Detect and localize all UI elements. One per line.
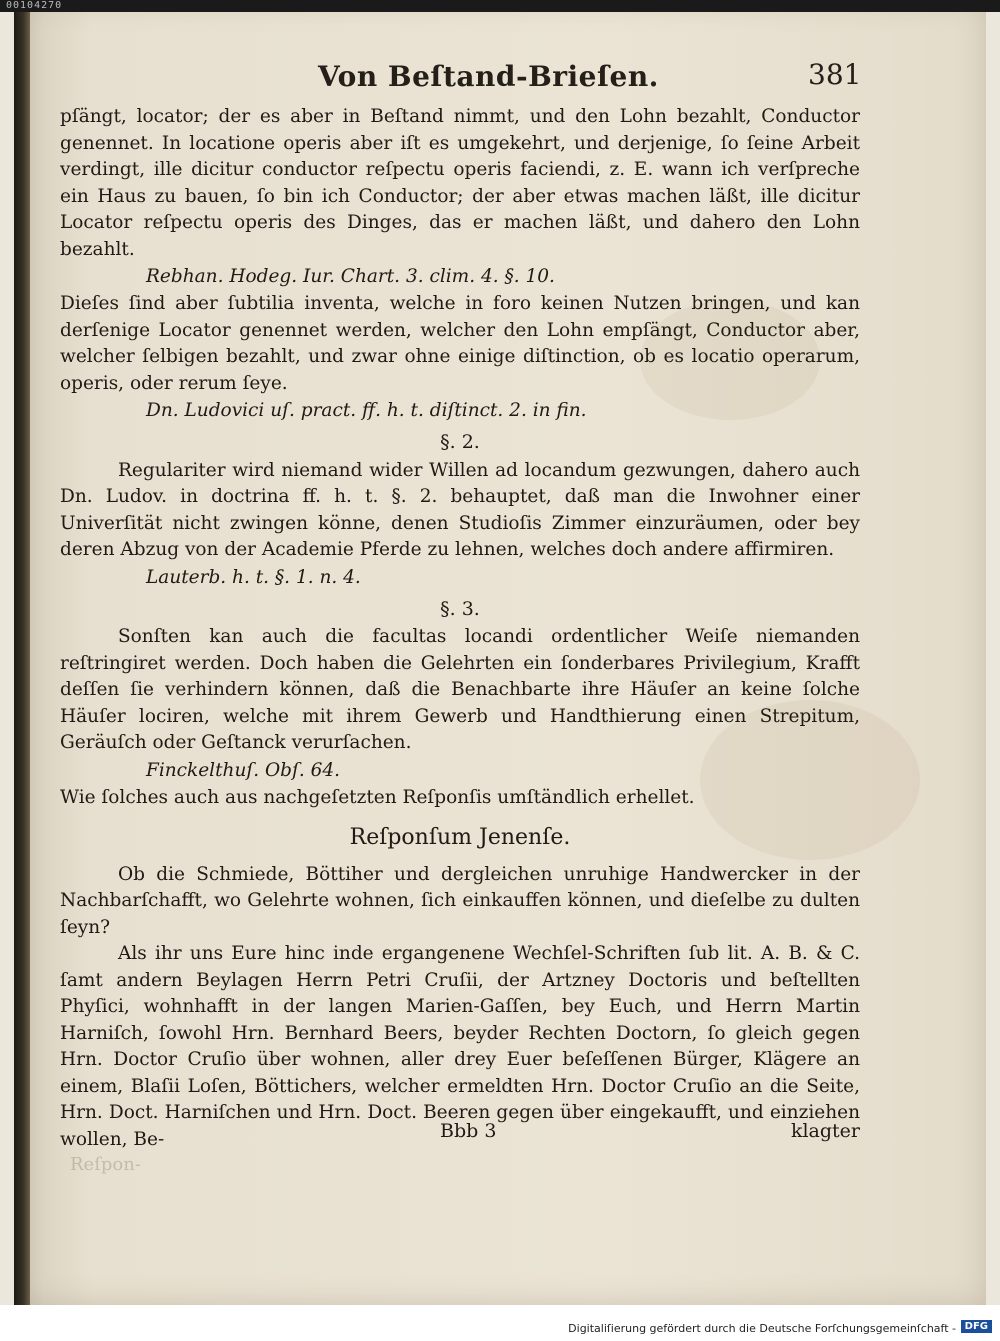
page-number: 381 [808,58,862,91]
digitization-credit-bar [0,1305,1000,1341]
running-title: Von Beſtand-Brieſen. [318,60,659,93]
section-heading: §. 2. [440,431,480,453]
book-spine [14,0,30,1305]
paragraph: Regulariter wird niemand wider Willen ad locandum gezwungen, dahero auch Dn. Ludov. in doctrina ff. h. t. §. 2. behauptet, daß man die Inwohner einer Univerſität nicht zwingen könne, denen Studioſis Zimmer einzuräumen, oder bey deren Abzug von der Academie Pferde zu lehnen, welches doch andere affirmiren. [60,459,860,560]
paragraph: pſängt, locator; der es aber in Beſtand nimmt, und den Lohn bezahlt, Conductor genennet. In locatione operis aber iſt es umgekehrt, und derjenige, ſo ſeine Arbeit verdingt, ille dicitur conductor reſpectu operis faciendi, z. E. wann ich verſpreche ein Haus zu bauen, ſo bin ich Conductor; der aber etwas machen läßt, ille dicitur Locator reſpectu operis des Dinges, das er machen läßt, und dahero den Lohn bezahlt. [60,106,860,260]
responsum-heading: Reſponſum Jenenſe. [349,825,571,850]
signature-mark: Bbb 3 [440,1120,497,1142]
citation: Finckelthuſ. Obſ. 64. [146,759,341,781]
page-footer [60,1120,860,1148]
catchword: klagter [790,1120,860,1142]
dfg-credit-text: Digitaliſierung gefördert durch die Deutsche Forſchungsgemeinſchaft - [568,1322,956,1335]
citation: Dn. Ludovici uſ. pract. ff. h. t. diſtinct. 2. in fin. [146,400,587,421]
section-heading: §. 3. [440,597,480,620]
paragraph: Als ihr uns Eure hinc inde ergangenene Wechſel-Schriften ſub lit. A. B. & C. ſamt andern Beylagen Herrn Petri Cruſii, der Artzney Doctoris und beſtellten Phyſici, wohnhafft in der langen Marien-Gaſſen, bey Euch, und Herrn Martin Harniſch, ſowohl Hrn. Bernhard Beers, beyder Rechten Doctorn, ſo gleich gegen Hrn. Doctor Cruſio über wohnen, aller drey Euer beſeſſenen Bürger, Klägere an einem, Blaſii Loſen, Böttichers, welcher ermeldten Hrn. Doctor Cruſio an die Seite, Hrn. Doct. Harniſchen und Hrn. Doct. Beeren gegen über eingekaufft, und einziehen wollen, Be- [60,943,860,1150]
paragraph: Sonſten kan auch die facultas locandi ordentlicher Weiſe niemanden reſtringiret werden. Doch haben die Gelehrten ein ſonderbares Privilegium, Krafft deſſen ſie verhindern können, daß die Benachbarte ihre Häuſer an keine ſolche Häuſer lociren, welche mit ihrem Gewerb und Handthierung einen Strepitum, Geräuſch oder Geſtanck verurſachen. [60,626,860,753]
page-header [0,56,1000,96]
citation: Rebhan. Hodeg. Iur. Chart. 3. clim. 4. §. 10. [146,266,555,287]
paragraph: Ob die Schmiede, Böttiher und dergleichen unruhige Handwercker in der Nachbarſchafft, wo Gelehrte wohnen, ſich einkauffen können, und dieſelbe zu dulten ſeyn? [60,863,860,938]
paragraph: Dieſes ſind aber ſubtilia inventa, welche in foro keinen Nutzen bringen, und kan derſenige Locator genennet werden, welcher den Lohn empſängt, Conductor aber, welcher ſelbigen bezahlt, und zwar ohne einige diſtinction, ob es locatio operarum, operis, oder rerum ſeye. [60,293,860,394]
scan-id-stamp: 00104270 [6,0,63,11]
scan-top-edge [0,0,1000,12]
bleed-through-text: Reſpon- [70,1154,141,1175]
citation: Lauterb. h. t. §. 1. n. 4. [146,566,361,588]
paragraph: Wie ſolches auch aus nachgeſetzten Reſponſis umſtändlich erhellet. [60,786,695,808]
page-body [60,104,860,1153]
dfg-logo: DFG [961,1320,992,1333]
